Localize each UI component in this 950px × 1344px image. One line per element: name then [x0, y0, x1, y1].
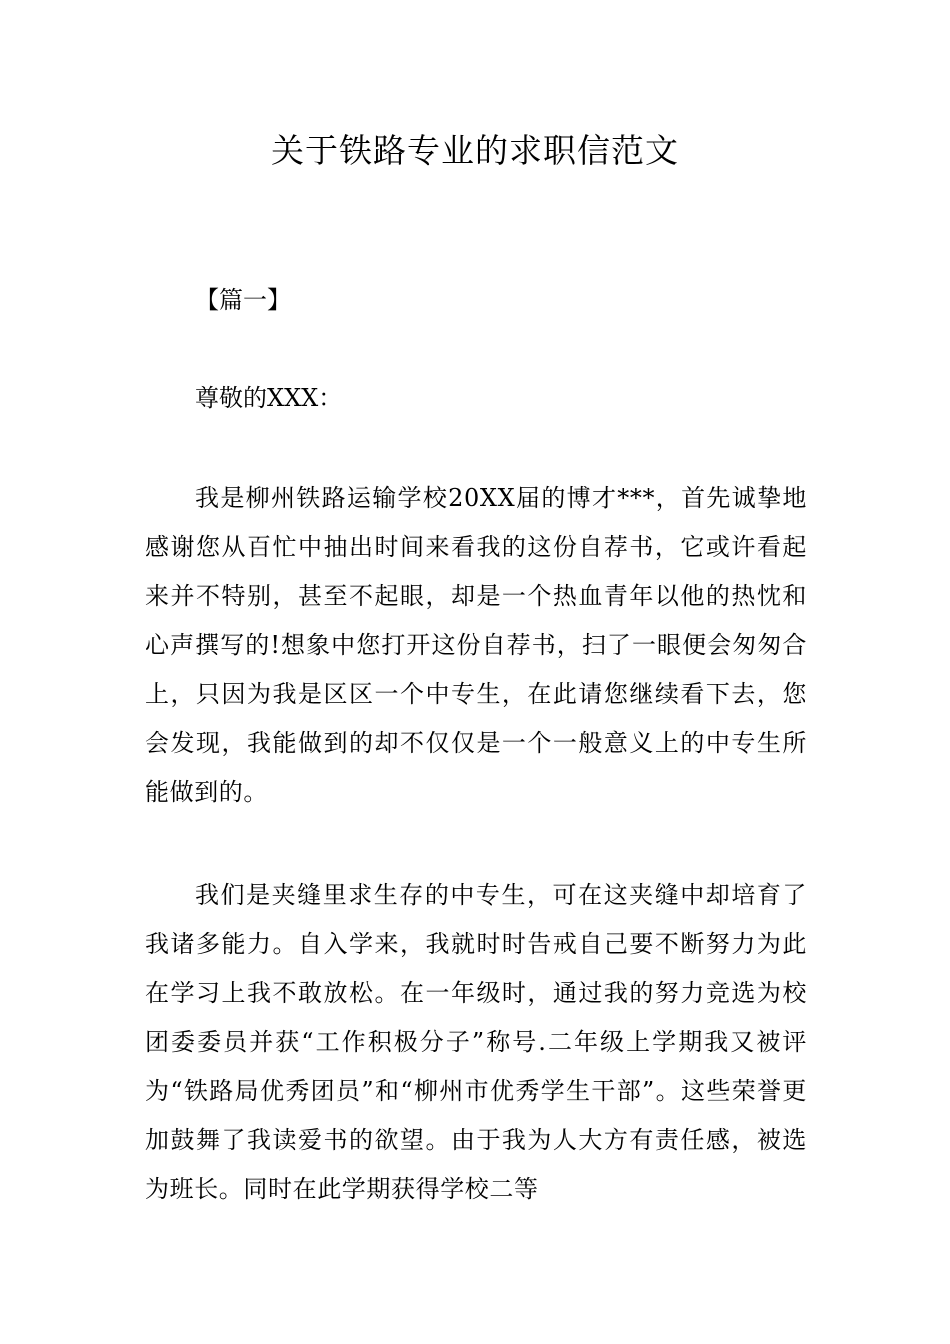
body-paragraph-2: 我们是夹缝里求生存的中专生，可在这夹缝中却培育了我诸多能力。自入学来，我就时时告戒自己要不断努力为此在学习上我不敢放松。在一年级时，通过我的努力竞选为校团委委员并获“工作积极分子”称号.二年级上学期我又被评为“铁路局优秀团员”和“柳州市优秀学生干部”。这些荣誉更加鼓舞了我读爱书的欲望。由于我为人大方有责任感，被选为班长。同时在此学期获得学校二等 — [145, 881, 807, 1203]
salutation: 尊敬的XXX： — [195, 384, 343, 412]
body-paragraph-1: 我是柳州铁路运输学校20XX届的博才***，首先诚挚地感谢您从百忙中抽出时间来看我的这份自荐书，它或许看起来并不特别，甚至不起眼，却是一个热血青年以他的热忱和心声撰写的!想象中您打开这份自荐书，扫了一眼便会匆匆合上，只因为我是区区一个中专生，在此请您继续看下去，您会发现，我能做到的却不仅仅是一个一般意义上的中专生所能做到的。 — [145, 484, 807, 806]
section-label: 【篇一】 — [195, 286, 291, 314]
document-title: 关于铁路专业的求职信范文 — [271, 131, 679, 170]
